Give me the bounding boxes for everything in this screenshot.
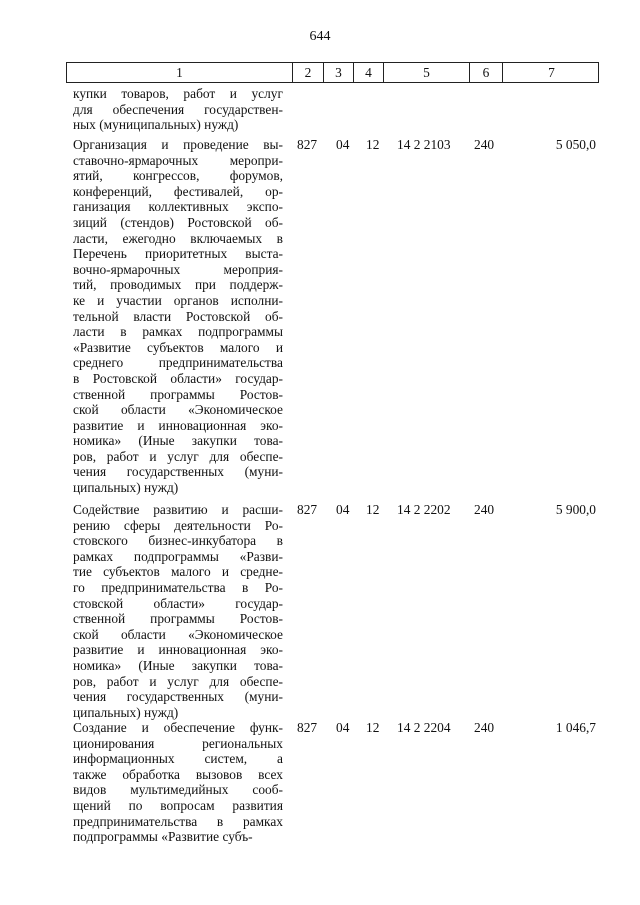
ministry-code: 827: [297, 502, 318, 517]
description-line: ласти, ежегодно включаемых в: [73, 230, 283, 246]
description-line: тельной власти Ростовской об-: [73, 308, 283, 324]
description-line: Организация и проведение вы-: [73, 137, 283, 152]
description-line: чения государственных (муни-: [73, 689, 283, 705]
description-line: Содействие развитию и расши-: [73, 502, 283, 517]
description-line: зиций (стендов) Ростовской об-: [73, 214, 283, 230]
description-line: в Ростовской области» государ-: [73, 370, 283, 386]
description-line: ской области «Экономическое: [73, 626, 283, 642]
ministry-code: 827: [297, 720, 318, 735]
row-description: [73, 720, 283, 845]
amount: 5 900,0: [555, 502, 596, 517]
description-line: купки товаров, работ и услуг: [73, 86, 283, 101]
description-line: ципальных) нужд): [73, 704, 179, 720]
header-col-4: 4: [354, 63, 384, 82]
description-line: информационных систем, а: [73, 751, 283, 767]
row-description: [73, 86, 283, 133]
description-line: рамках подпрограммы «Разви-: [73, 548, 283, 564]
description-line: стовского бизнес-инкубатора в: [73, 533, 283, 549]
description-line: развитие и инновационная эко-: [73, 417, 283, 433]
description-line: ставочно-ярмарочных меропри-: [73, 152, 283, 168]
ministry-code: 827: [297, 137, 318, 152]
expense-type-code: 240: [474, 720, 495, 735]
description-line: ципальных) нужд): [73, 480, 179, 496]
table-header: [66, 62, 599, 83]
section-code: 04: [336, 502, 350, 517]
description-line: го предпринимательства в Ро-: [73, 579, 283, 595]
target-article-code: 14 2 2202: [397, 502, 451, 517]
description-line: развитие и инновационная эко-: [73, 642, 283, 658]
target-article-code: 14 2 2103: [397, 137, 451, 152]
target-article-code: 14 2 2204: [397, 720, 451, 735]
description-line: ционирования региональных: [73, 735, 283, 751]
description-line: ганизация коллективных экспо-: [73, 199, 283, 215]
header-col-2: 2: [293, 63, 324, 82]
description-line: тие субъектов малого и средне-: [73, 564, 283, 580]
row-description: [73, 137, 283, 496]
description-line: рению сферы деятельности Ро-: [73, 517, 283, 533]
description-line: ров, работ и услуг для обеспе-: [73, 673, 283, 689]
description-line: ласти в рамках подпрограммы: [73, 324, 283, 340]
expense-type-code: 240: [474, 137, 495, 152]
description-line: щений по вопросам развития: [73, 797, 283, 813]
description-line: стовской области» государ-: [73, 595, 283, 611]
subsection-code: 12: [366, 502, 380, 517]
header-col-5: 5: [384, 63, 470, 82]
description-line: ственной программы Ростов-: [73, 386, 283, 402]
description-line: ской области «Экономическое: [73, 402, 283, 418]
description-line: ке и участии органов исполни-: [73, 292, 283, 308]
expense-type-code: 240: [474, 502, 495, 517]
section-code: 04: [336, 137, 350, 152]
row-description: [73, 502, 283, 720]
description-line: номика» (Иные закупки това-: [73, 433, 283, 449]
section-code: 04: [336, 720, 350, 735]
description-line: предпринимательства в рамках: [73, 813, 283, 829]
description-line: для обеспечения государствен-: [73, 101, 283, 117]
description-line: ных (муниципальных) нужд): [73, 117, 239, 133]
amount: 5 050,0: [555, 137, 596, 152]
subsection-code: 12: [366, 720, 380, 735]
amount: 1 046,7: [555, 720, 596, 735]
description-line: также обработка вызовов всех: [73, 766, 283, 782]
description-line: ственной программы Ростов-: [73, 611, 283, 627]
description-line: конференций, фестивалей, ор-: [73, 183, 283, 199]
description-line: Перечень приоритетных выста-: [73, 246, 283, 262]
description-line: ров, работ и услуг для обеспе-: [73, 448, 283, 464]
header-col-6: 6: [470, 63, 503, 82]
subsection-code: 12: [366, 137, 380, 152]
description-line: чения государственных (муни-: [73, 464, 283, 480]
description-line: вочно-ярмарочных мероприя-: [73, 261, 283, 277]
header-col-3: 3: [324, 63, 354, 82]
description-line: тий, проводимых при поддерж-: [73, 277, 283, 293]
header-col-7: 7: [548, 65, 555, 80]
description-line: Создание и обеспечение функ-: [73, 720, 283, 735]
description-line: подпрограммы «Развитие субъ-: [73, 829, 253, 845]
header-col-1: 1: [67, 63, 293, 82]
description-line: видов мультимедийных сооб-: [73, 782, 283, 798]
page-number: 644: [309, 29, 331, 44]
description-line: «Развитие субъектов малого и: [73, 339, 283, 355]
description-line: ятий, конгрессов, форумов,: [73, 168, 283, 184]
description-line: среднего предпринимательства: [73, 355, 283, 371]
description-line: номика» (Иные закупки това-: [73, 657, 283, 673]
